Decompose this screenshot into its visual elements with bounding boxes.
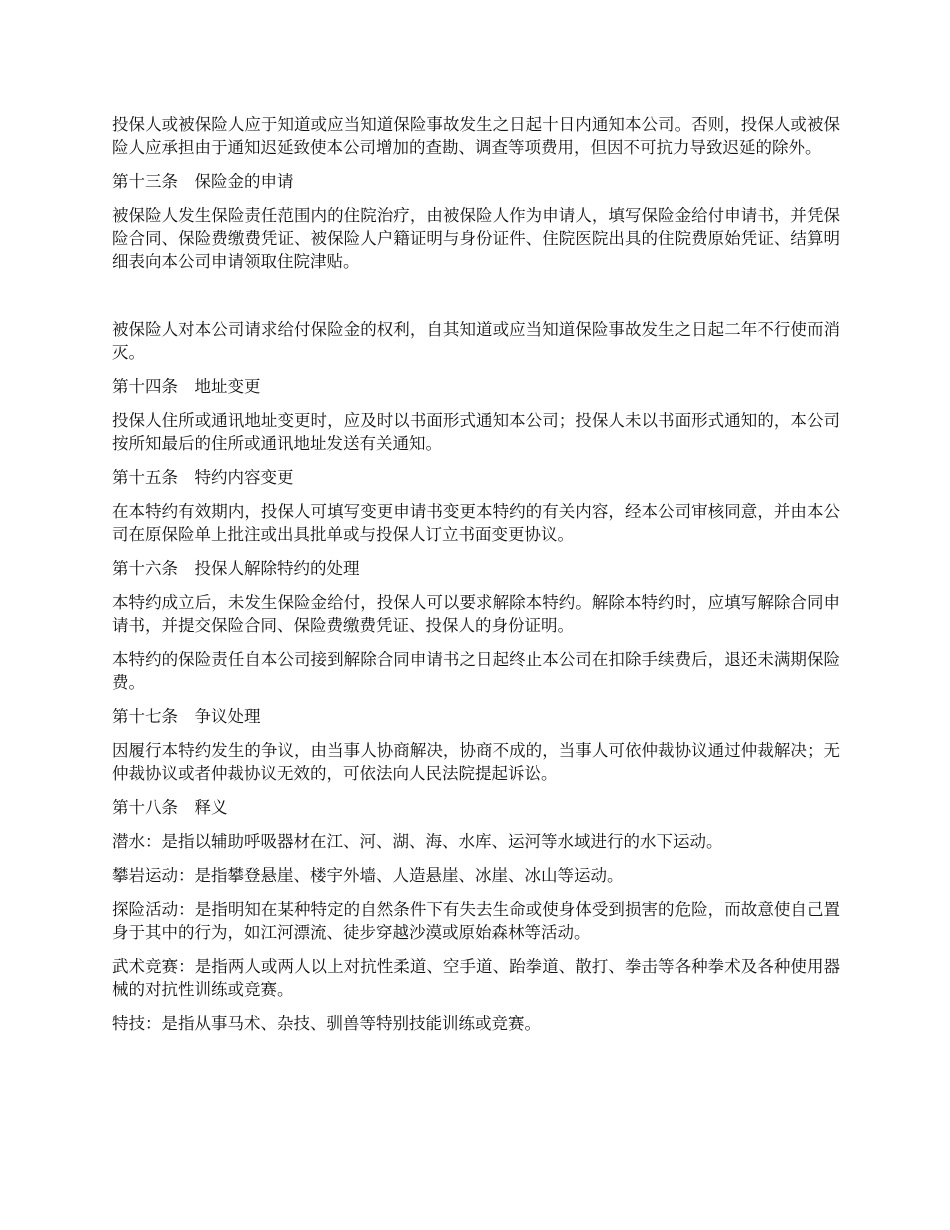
definition-diving: 潜水：是指以辅助呼吸器材在江、河、湖、海、水库、运河等水域进行的水下运动。 [112,832,723,851]
article-14-heading: 第十四条 地址变更 [112,377,261,396]
article-17-heading: 第十七条 争议处理 [112,707,261,726]
definition-stunts: 特技：是指从事马术、杂技、驯兽等特别技能训练或竞赛。 [112,1014,541,1033]
paragraph-address-change: 投保人住所或通讯地址变更时，应及时以书面形式通知本公司；投保人未以书面形式通知的，本公司按所知最后的住所或通讯地址发送有关通知。 [112,411,840,453]
article-16-heading: 第十六条 投保人解除特约的处理 [112,559,360,578]
article-18-heading: 第十八条 释义 [112,798,228,817]
document-page [112,113,840,1046]
article-15-heading: 第十五条 特约内容变更 [112,468,294,487]
definition-rock-climbing: 攀岩运动：是指攀登悬崖、楼宇外墙、人造悬崖、冰崖、冰山等运动。 [112,866,624,885]
paragraph-limitation-period: 被保险人对本公司请求给付保险金的权利，自其知道或应当知道保险事故发生之日起二年不行使而消灭。 [112,320,840,362]
definition-martial-arts: 武术竞赛：是指两人或两人以上对抗性柔道、空手道、跆拳道、散打、拳击等各种拳术及各种使用器械的对抗性训练或竞赛。 [112,957,840,999]
article-13-heading: 第十三条 保险金的申请 [112,172,294,191]
paragraph-notification: 投保人或被保险人应于知道或应当知道保险事故发生之日起十日内通知本公司。否则，投保人或被保险人应承担由于通知迟延致使本公司增加的查勘、调查等项费用，但因不可抗力导致迟延的除外。 [112,115,840,157]
paragraph-termination-refund: 本特约的保险责任自本公司接到解除合同申请书之日起终止本公司在扣除手续费后，退还未满期保险费。 [112,650,840,692]
paragraph-dispute-resolution: 因履行本特约发生的争议，由当事人协商解决，协商不成的，当事人可依仲裁协议通过仲裁解决；无仲裁协议或者仲裁协议无效的，可依法向人民法院提起诉讼。 [112,741,840,783]
paragraph-termination-request: 本特约成立后，未发生保险金给付，投保人可以要求解除本特约。解除本特约时，应填写解除合同申请书，并提交保险合同、保险费缴费凭证、投保人的身份证明。 [112,593,840,635]
paragraph-claim-application: 被保险人发生保险责任范围内的住院治疗，由被保险人作为申请人，填写保险金给付申请书，并凭保险合同、保险费缴费凭证、被保险人户籍证明与身份证件、住院医院出具的住院费原始凭证、结算明细表向本公司申请领取住院津贴。 [112,206,840,271]
paragraph-content-change: 在本特约有效期内，投保人可填写变更申请书变更本特约的有关内容，经本公司审核同意，并由本公司在原保险单上批注或出具批单或与投保人订立书面变更协议。 [112,502,840,544]
paragraph-gap [112,284,840,318]
definition-adventure: 探险活动：是指明知在某种特定的自然条件下有失去生命或使身体受到损害的危险，而故意使自己置身于其中的行为，如江河漂流、徒步穿越沙漠或原始森林等活动。 [112,900,840,942]
